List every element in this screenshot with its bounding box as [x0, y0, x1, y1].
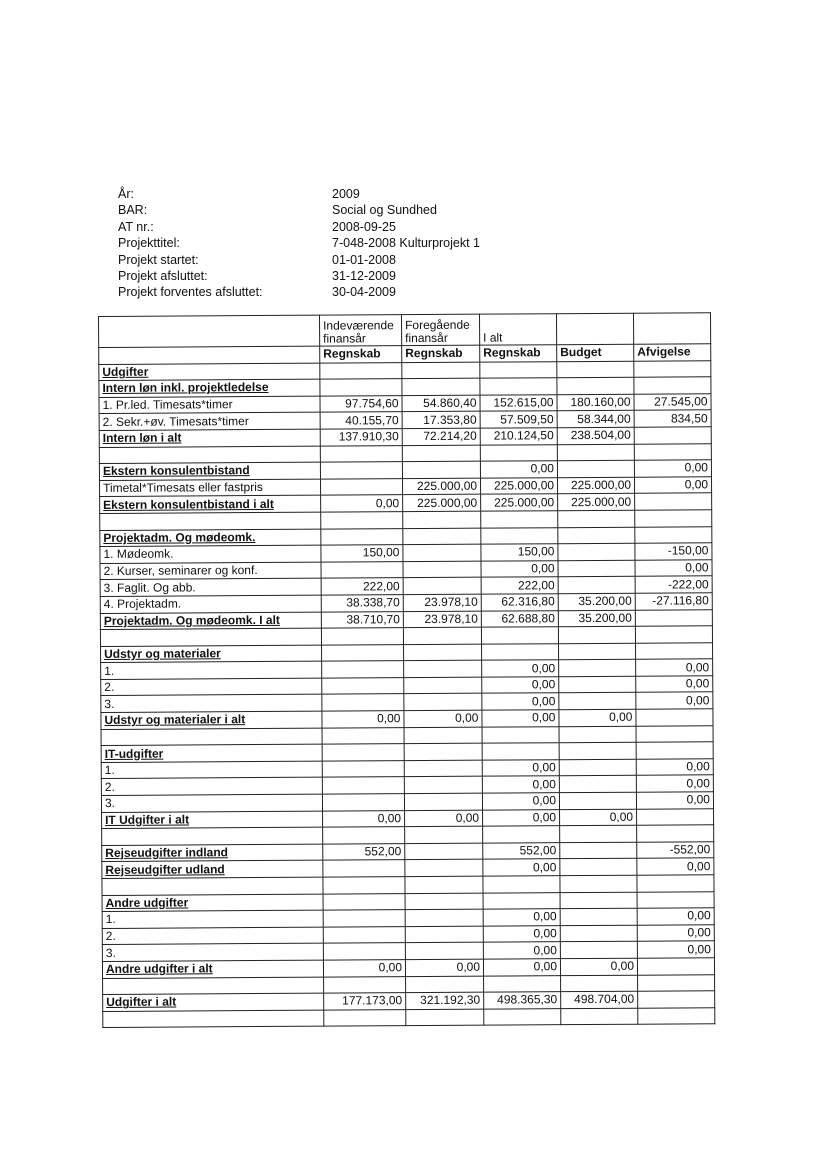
amount-cell: -552,00	[637, 842, 714, 859]
amount-cell	[557, 460, 634, 477]
amount-cell	[483, 892, 560, 909]
amount-cell: 0,00	[480, 461, 557, 478]
amount-cell: 27.545,00	[634, 394, 711, 411]
amount-cell	[560, 859, 637, 876]
amount-cell: 150,00	[321, 545, 403, 562]
amount-cell: 38.710,70	[321, 611, 403, 628]
header-cell	[556, 313, 633, 344]
amount-cell: 54.860,40	[402, 395, 480, 412]
amount-cell: 0,00	[482, 760, 559, 777]
row-label	[101, 728, 322, 746]
row-label: Andre udgifter i alt	[102, 960, 323, 978]
amount-cell	[634, 377, 711, 394]
meta-row-bar	[118, 202, 480, 218]
amount-cell: 0,00	[560, 958, 637, 975]
amount-cell	[559, 643, 636, 660]
header-cell-previous-year: Foregående finansår	[401, 314, 479, 345]
row-label: 2. Sekr.+øv. Timesats*timer	[99, 413, 320, 431]
row-label: 1.	[101, 661, 322, 679]
header-cell-regnskab: Regnskab	[402, 345, 480, 362]
amount-cell	[320, 462, 402, 479]
amount-cell: 225.000,00	[402, 478, 480, 495]
header-cell	[633, 313, 710, 344]
amount-cell: 222,00	[321, 578, 403, 595]
amount-cell	[324, 1009, 406, 1026]
amount-cell: 0,00	[634, 477, 711, 494]
amount-cell	[405, 943, 483, 960]
amount-cell	[636, 709, 713, 726]
amount-cell	[405, 826, 483, 843]
meta-label: Projekt startet:	[118, 252, 199, 267]
amount-cell	[323, 943, 405, 960]
meta-label: AT nr.:	[118, 219, 154, 234]
amount-cell	[406, 1009, 484, 1026]
amount-cell: 150,00	[481, 544, 558, 561]
amount-cell: 0,00	[637, 925, 714, 942]
row-label: Rejseudgifter udland	[102, 861, 323, 879]
amount-cell	[322, 694, 404, 711]
amount-cell	[402, 461, 480, 478]
amount-cell	[403, 627, 481, 644]
row-label: 2. Kurser, seminarer og konf.	[100, 562, 321, 580]
amount-cell	[481, 527, 558, 544]
amount-cell	[560, 875, 637, 892]
row-label: Ekstern konsulentbistand	[99, 462, 320, 480]
row-label: Timetal*Timesats eller fastpris	[100, 479, 321, 497]
amount-cell: 225.000,00	[557, 477, 634, 494]
amount-cell	[405, 909, 483, 926]
amount-cell	[559, 742, 636, 759]
row-label: Intern løn inkl. projektledelse	[99, 379, 320, 397]
amount-cell: 210.124,50	[480, 428, 557, 445]
amount-cell	[405, 843, 483, 860]
row-label: IT-udgifter	[101, 744, 322, 762]
amount-cell: 0,00	[483, 809, 560, 826]
amount-cell	[322, 777, 404, 794]
row-label: 3.	[102, 944, 323, 962]
amount-cell	[636, 642, 713, 659]
amount-cell	[559, 676, 636, 693]
amount-cell	[480, 444, 557, 461]
amount-cell: 137.910,30	[320, 429, 402, 446]
amount-cell	[557, 377, 634, 394]
project-info	[118, 186, 480, 301]
amount-cell	[560, 825, 637, 842]
amount-cell	[320, 478, 402, 495]
amount-cell	[323, 860, 405, 877]
amount-cell: 177.173,00	[324, 993, 406, 1010]
amount-cell	[322, 794, 404, 811]
amount-cell: 0,00	[636, 775, 713, 792]
budget-table	[98, 312, 715, 1028]
header-row-top	[99, 313, 711, 348]
amount-cell	[403, 544, 481, 561]
amount-cell	[482, 643, 559, 660]
row-label: Projektadm. Og mødeomk. I alt	[100, 612, 321, 630]
row-label: 4. Projektadm.	[100, 595, 321, 613]
meta-value: 01-01-2008	[332, 252, 396, 267]
amount-cell: 0,00	[323, 810, 405, 827]
amount-cell: 0,00	[636, 659, 713, 676]
amount-cell	[404, 727, 482, 744]
meta-label: BAR:	[118, 203, 148, 218]
table-row	[103, 1007, 715, 1027]
amount-cell: 17.353,80	[402, 412, 480, 429]
amount-cell	[560, 908, 637, 925]
amount-cell	[322, 760, 404, 777]
amount-cell: 552,00	[483, 843, 560, 860]
budget-table-body	[99, 313, 715, 1028]
header-cell-afvigelse: Afvigelse	[634, 344, 711, 361]
amount-cell	[404, 660, 482, 677]
amount-cell	[321, 512, 403, 529]
amount-cell	[557, 361, 634, 378]
amount-cell	[635, 626, 712, 643]
amount-cell: 0,00	[636, 676, 713, 693]
amount-cell: 0,00	[636, 692, 713, 709]
row-label: IT Udgifter i alt	[102, 811, 323, 829]
amount-cell	[481, 511, 558, 528]
amount-cell: 62.316,80	[481, 594, 558, 611]
amount-cell	[559, 660, 636, 677]
amount-cell	[483, 876, 560, 893]
row-label: Udstyr og materialer i alt	[101, 711, 322, 729]
amount-cell	[405, 860, 483, 877]
meta-row-project-title	[118, 235, 480, 251]
row-label: 3. Faglit. Og abb.	[100, 578, 321, 596]
amount-cell	[404, 777, 482, 794]
amount-cell: 225.000,00	[558, 494, 635, 511]
row-label: Udgifter i alt	[103, 993, 324, 1011]
amount-cell: 0,00	[404, 710, 482, 727]
amount-cell: 58.344,00	[557, 411, 634, 428]
amount-cell	[320, 445, 402, 462]
amount-cell: 0,00	[636, 792, 713, 809]
amount-cell	[561, 975, 638, 992]
row-label: 2.	[101, 778, 322, 796]
amount-cell	[323, 827, 405, 844]
amount-cell	[323, 926, 405, 943]
amount-cell	[404, 644, 482, 661]
amount-cell: 23.978,10	[403, 611, 481, 628]
amount-cell	[405, 893, 483, 910]
amount-cell: 0,00	[483, 959, 560, 976]
row-label: 2.	[102, 927, 323, 945]
amount-cell	[403, 511, 481, 528]
amount-cell: 40.155,70	[320, 412, 402, 429]
amount-cell: 0,00	[635, 559, 712, 576]
row-label: 2.	[101, 678, 322, 696]
amount-cell	[560, 842, 637, 859]
amount-cell: 0,00	[323, 960, 405, 977]
meta-row-at-nr	[118, 219, 480, 235]
row-label	[99, 446, 320, 464]
meta-row-project-started	[118, 252, 480, 268]
header-cell-budget: Budget	[557, 344, 634, 361]
meta-value: Social og Sundhed	[332, 203, 437, 218]
amount-cell	[322, 661, 404, 678]
row-label	[103, 1010, 324, 1028]
amount-cell: 0,00	[636, 759, 713, 776]
amount-cell	[483, 826, 560, 843]
amount-cell	[559, 792, 636, 809]
amount-cell	[559, 759, 636, 776]
amount-cell	[636, 725, 713, 742]
amount-cell	[404, 677, 482, 694]
meta-label: Projekttitel:	[118, 236, 180, 251]
amount-cell	[481, 627, 558, 644]
amount-cell	[635, 609, 712, 626]
amount-cell	[559, 693, 636, 710]
amount-cell	[638, 974, 715, 991]
amount-cell	[480, 361, 557, 378]
amount-cell: 225.000,00	[403, 495, 481, 512]
amount-cell	[404, 694, 482, 711]
amount-cell	[402, 445, 480, 462]
amount-cell	[482, 743, 559, 760]
amount-cell	[559, 726, 636, 743]
row-label	[103, 977, 324, 995]
row-label: Andre udgifter	[102, 894, 323, 912]
amount-cell: 0,00	[482, 710, 559, 727]
amount-cell	[558, 577, 635, 594]
amount-cell	[405, 876, 483, 893]
header-cell-current-year: Indeværende finansår	[319, 315, 401, 347]
amount-cell	[321, 628, 403, 645]
row-label	[102, 827, 323, 845]
meta-label: Projekt forventes afsluttet:	[118, 285, 263, 300]
amount-cell: 225.000,00	[480, 477, 557, 494]
amount-cell	[322, 678, 404, 695]
amount-cell: 0,00	[483, 942, 560, 959]
amount-cell	[634, 427, 711, 444]
amount-cell	[558, 543, 635, 560]
amount-cell	[637, 891, 714, 908]
amount-cell: 0,00	[482, 776, 559, 793]
amount-cell	[635, 493, 712, 510]
amount-cell: 552,00	[323, 843, 405, 860]
amount-cell	[484, 975, 561, 992]
amount-cell: 0,00	[483, 859, 560, 876]
amount-cell: 0,00	[321, 495, 403, 512]
amount-cell	[560, 892, 637, 909]
amount-cell	[405, 926, 483, 943]
amount-cell	[637, 875, 714, 892]
row-label: Projektadm. Og mødeomk.	[100, 529, 321, 547]
amount-cell	[403, 577, 481, 594]
amount-cell	[635, 510, 712, 527]
meta-value: 30-04-2009	[332, 285, 396, 300]
amount-cell: 222,00	[481, 577, 558, 594]
amount-cell: 0,00	[482, 660, 559, 677]
amount-cell	[637, 958, 714, 975]
amount-cell	[404, 743, 482, 760]
header-cell	[99, 315, 320, 347]
amount-cell	[403, 528, 481, 545]
amount-cell	[323, 910, 405, 927]
amount-cell	[484, 1008, 561, 1025]
meta-label: Projekt afsluttet:	[118, 269, 208, 284]
amount-cell: 0,00	[483, 909, 560, 926]
amount-cell	[322, 644, 404, 661]
amount-cell: 238.504,00	[557, 427, 634, 444]
row-label: Rejseudgifter indland	[102, 844, 323, 862]
amount-cell	[557, 444, 634, 461]
amount-cell	[638, 1007, 715, 1024]
amount-cell	[321, 528, 403, 545]
row-label: 1.	[101, 761, 322, 779]
header-cell-regnskab: Regnskab	[320, 346, 402, 363]
amount-cell: 0,00	[559, 709, 636, 726]
amount-cell: 0,00	[634, 460, 711, 477]
amount-cell: 498.365,30	[484, 992, 561, 1009]
row-label	[100, 628, 321, 646]
meta-label: År:	[118, 187, 134, 201]
amount-cell: -150,00	[635, 543, 712, 560]
amount-cell	[404, 793, 482, 810]
meta-row-year	[118, 186, 480, 202]
meta-value: 31-12-2009	[332, 269, 396, 284]
amount-cell: 0,00	[322, 711, 404, 728]
amount-cell	[558, 626, 635, 643]
amount-cell	[560, 925, 637, 942]
amount-cell: 57.509,50	[480, 411, 557, 428]
amount-cell	[558, 560, 635, 577]
amount-cell	[635, 526, 712, 543]
amount-cell: -222,00	[635, 576, 712, 593]
amount-cell: 38.338,70	[321, 595, 403, 612]
row-label: 1.	[102, 910, 323, 928]
amount-cell	[636, 742, 713, 759]
budget-sheet	[98, 312, 714, 1028]
amount-cell: 0,00	[482, 793, 559, 810]
amount-cell	[637, 825, 714, 842]
amount-cell	[402, 362, 480, 379]
amount-cell: 0,00	[483, 925, 560, 942]
amount-cell: 180.160,00	[557, 394, 634, 411]
meta-value: 7-048-2008 Kulturprojekt 1	[332, 236, 481, 251]
row-label: 3.	[101, 695, 322, 713]
amount-cell	[559, 776, 636, 793]
amount-cell	[634, 360, 711, 377]
amount-cell: 834,50	[634, 410, 711, 427]
amount-cell	[634, 443, 711, 460]
header-cell-regnskab: Regnskab	[480, 345, 557, 362]
amount-cell: 152.615,00	[480, 394, 557, 411]
row-label: Udgifter	[99, 363, 320, 381]
amount-cell: 0,00	[482, 693, 559, 710]
amount-cell: 0,00	[482, 677, 559, 694]
header-cell-total: I alt	[479, 314, 556, 345]
amount-cell	[322, 727, 404, 744]
row-label	[102, 877, 323, 895]
amount-cell: 97.754,60	[320, 395, 402, 412]
amount-cell: 225.000,00	[481, 494, 558, 511]
amount-cell: 0,00	[637, 908, 714, 925]
row-label: 3.	[101, 794, 322, 812]
amount-cell	[323, 893, 405, 910]
amount-cell: -27.116,80	[635, 593, 712, 610]
amount-cell	[324, 976, 406, 993]
amount-cell: 0,00	[481, 560, 558, 577]
amount-cell: 0,00	[637, 941, 714, 958]
row-label: 1. Pr.led. Timesats*timer	[99, 396, 320, 414]
amount-cell: 0,00	[560, 809, 637, 826]
amount-cell: 0,00	[405, 959, 483, 976]
row-label: 1. Mødeomk.	[100, 545, 321, 563]
row-label: Intern løn i alt	[99, 429, 320, 447]
amount-cell: 23.978,10	[403, 594, 481, 611]
amount-cell	[637, 808, 714, 825]
amount-cell: 498.704,00	[561, 991, 638, 1008]
amount-cell	[322, 744, 404, 761]
amount-cell	[404, 760, 482, 777]
amount-cell	[638, 991, 715, 1008]
amount-cell	[560, 942, 637, 959]
amount-cell	[320, 362, 402, 379]
meta-value: 2009	[332, 187, 360, 201]
amount-cell: 62.688,80	[481, 610, 558, 627]
amount-cell	[558, 527, 635, 544]
amount-cell: 321.192,30	[406, 992, 484, 1009]
amount-cell	[403, 561, 481, 578]
amount-cell	[323, 877, 405, 894]
amount-cell	[320, 379, 402, 396]
amount-cell: 0,00	[405, 810, 483, 827]
meta-row-project-ended	[118, 268, 480, 284]
amount-cell	[321, 561, 403, 578]
amount-cell	[558, 510, 635, 527]
row-label	[100, 512, 321, 530]
amount-cell	[406, 976, 484, 993]
meta-row-project-expected-end	[118, 284, 480, 300]
row-label: Ekstern konsulentbistand i alt	[100, 495, 321, 513]
row-label: Udstyr og materialer	[101, 645, 322, 663]
amount-cell	[482, 726, 559, 743]
header-cell	[99, 346, 320, 364]
amount-cell	[480, 378, 557, 395]
amount-cell	[402, 378, 480, 395]
amount-cell: 72.214,20	[402, 428, 480, 445]
meta-value: 2008-09-25	[332, 219, 396, 234]
amount-cell: 35.200,00	[558, 610, 635, 627]
amount-cell: 0,00	[637, 858, 714, 875]
amount-cell: 35.200,00	[558, 593, 635, 610]
amount-cell	[561, 1008, 638, 1025]
